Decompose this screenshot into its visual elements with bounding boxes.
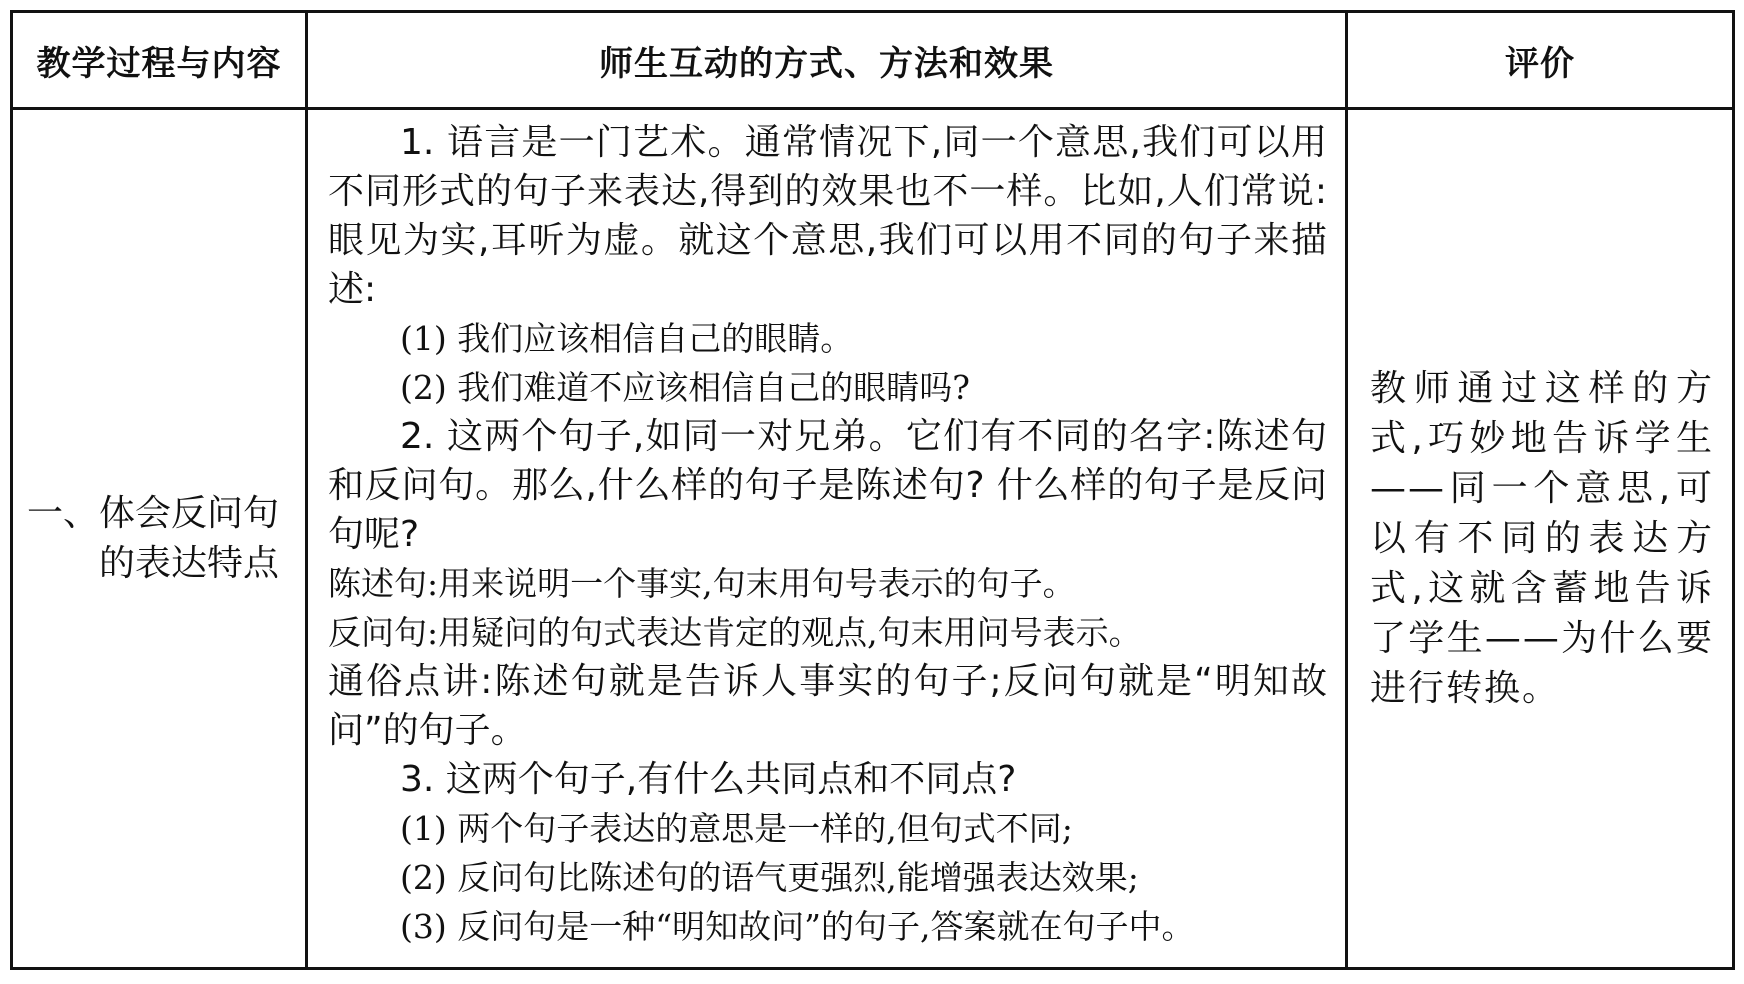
interaction-paragraph-1: 1. 语言是一门艺术。通常情况下,同一个意思,我们可以用不同形式的句子来表达,得到的效果也不一样。比如,人们常说:眼见为实,耳听为虚。就这个意思,我们可以用不同的句子来描述:: [328, 122, 1327, 310]
comparison-point-2: (2) 反问句比陈述句的语气更强烈,能增强表达效果;: [400, 858, 1139, 897]
interaction-paragraph-3: 3. 这两个句子,有什么共同点和不同点?: [400, 759, 1017, 800]
process-title-line1: 一、体会反问句: [27, 492, 280, 534]
interaction-paragraph-2: 2. 这两个句子,如同一对兄弟。它们有不同的名字:陈述句和反问句。那么,什么样的句子是陈述句? 什么样的句子是反问句呢?: [328, 416, 1327, 555]
comparison-point-1: (1) 两个句子表达的意思是一样的,但句式不同;: [400, 809, 1073, 848]
header-row: [12, 12, 1734, 109]
process-title-line2: 的表达特点: [99, 542, 280, 584]
interaction-cell: [307, 109, 1347, 969]
process-cell: [12, 109, 307, 969]
header-process: 教学过程与内容: [12, 12, 307, 109]
comparison-point-3: (3) 反问句是一种“明知故问”的句子,答案就在句子中。: [400, 907, 1195, 946]
evaluation-cell: [1347, 109, 1734, 969]
definition-declarative: 陈述句:用来说明一个事实,句末用句号表示的句子。: [328, 564, 1076, 603]
evaluation-text: 教师通过这样的方式,巧妙地告诉学生——同一个意思,可以有不同的表达方式,这就含蓄地告诉了学生——为什么要进行转换。: [1370, 367, 1714, 709]
lesson-table: [10, 10, 1735, 970]
header-interaction: 师生互动的方式、方法和效果: [307, 12, 1347, 109]
example-sentence-2: (2) 我们难道不应该相信自己的眼睛吗?: [400, 368, 970, 407]
header-evaluation: 评价: [1347, 12, 1734, 109]
definition-rhetorical: 反问句:用疑问的句式表达肯定的观点,句末用问号表示。: [328, 613, 1142, 652]
content-row: [12, 109, 1734, 969]
example-sentence-1: (1) 我们应该相信自己的眼睛。: [400, 319, 854, 358]
plain-explanation: 通俗点讲:陈述句就是告诉人事实的句子;反问句就是“明知故问”的句子。: [328, 661, 1327, 751]
